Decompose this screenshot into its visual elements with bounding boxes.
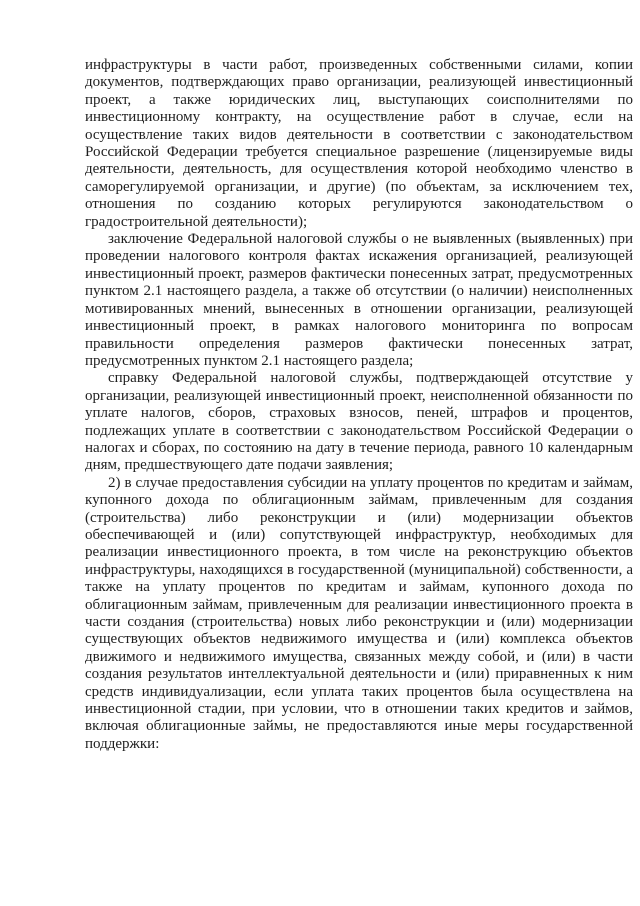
paragraph-fns-conclusion: заключение Федеральной налоговой службы о не выявленных (выявленных) при проведении налогового контроля фактах искажения организацией, реализующей инвестиционный проект, размеров фактически понесенных затрат, предусмотренных пунктом 2.1 настоящего раздела, а также об отсутствии (о наличии) неисполненных мотивированных мнений, вынесенных в отношении организации, реализующей инвестиционный проект, в рамках налогового мониторинга по вопросам правильности определения размеров фактически понесенных затрат, предусмотренных пунктом 2.1 настоящего раздела; [85, 231, 633, 369]
document-text-block [85, 57, 633, 753]
paragraph-infrastructure-works: инфраструктуры в части работ, произведенных собственными силами, копии документов, подтверждающих право организации, реализующей инвестиционный проект, а также юридических лиц, выступающих соисполнителями по инвестиционному контракту, на осуществление работ в случае, если на осуществление таких видов деятельности в соответствии с законодательством Российской Федерации требуется специальное разрешение (лицензируемые виды деятельности, деятельность, для осуществления которой необходимо членство в саморегулируемой организации, и другие) (по объектам, за исключением тех, отношения по созданию которых регулируются законодательством о градостроительной деятельности); [85, 57, 633, 230]
paragraph-subsidy-interest-case: 2) в случае предоставления субсидии на уплату процентов по кредитам и займам, купонного дохода по облигационным займам, привлеченным для создания (строительства) либо реконструкции и (или) модернизации объектов обеспечивающей и (или) сопутствующей инфраструктур, необходимых для реализации инвестиционного проекта, в том числе на реконструкцию объектов инфраструктуры, находящихся в государственной (муниципальной) собственности, а также на уплату процентов по кредитам и займам, купонного дохода по облигационным займам, привлеченным для реализации инвестиционного проекта в части создания (строительства) новых либо реконструкции и (или) модернизации существующих объектов недвижимого имущества и (или) комплекса объектов движимого и недвижимого имущества, связанных между собой, и (или) в части создания результатов интеллектуальной деятельности и (или) приравненных к ним средств индивидуализации, если уплата таких процентов была осуществлена на инвестиционной стадии, при условии, что в отношении таких кредитов и займов, включая облигационные займы, не предоставляются иные меры государственной поддержки: [85, 474, 633, 752]
paragraph-fns-certificate: справку Федеральной налоговой службы, подтверждающей отсутствие у организации, реализующей инвестиционный проект, неисполненной обязанности по уплате налогов, сборов, страховых взносов, пеней, штрафов и процентов, подлежащих уплате в соответствии с законодательством Российской Федерации о налогах и сборах, по состоянию на дату в течение периода, равного 10 календарным дням, предшествующего дате подачи заявления; [85, 370, 633, 474]
